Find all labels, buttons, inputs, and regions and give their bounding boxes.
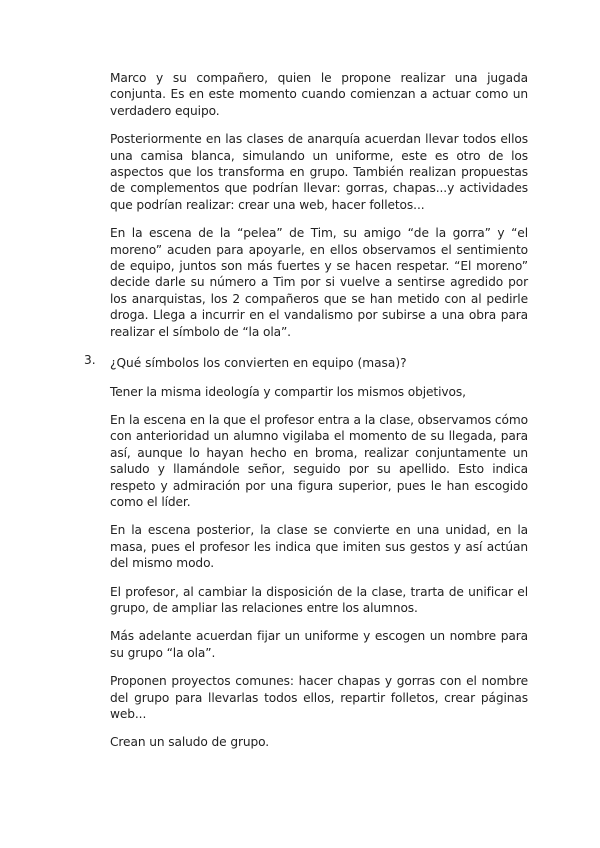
paragraph: Marco y su compañero, quien le propone realizar una jugada conjunta. Es en este momento cuando comienzan a actuar como un verdadero equipo. <box>110 71 528 118</box>
paragraph: Posteriormente en las clases de anarquía acuerdan llevar todos ellos una camisa blanca, simulando un uniforme, este es otro de los aspectos que los transforma en grupo. También realizan propuestas de complementos que podrían llevar: gorras, chapas...y actividades que podrían realizar: crear una web, hacer folletos... <box>110 132 528 212</box>
paragraph: En la escena de la “pelea” de Tim, su amigo “de la gorra” y “el moreno” acuden para apoyarle, en ellos observamos el sentimiento de equipo, juntos son más fuertes y se hacen respetar. “El moreno” decide darle su número a Tim por si vuelve a sentirse agredido por los anarquistas, los 2 compañeros que se han metido con al pedirle droga. Llega a incurrir en el vandalismo por subirse a una obra para realizar el símbolo de “la ola”. <box>110 226 528 339</box>
paragraph: En la escena en la que el profesor entra a la clase, observamos cómo con anterioridad un alumno vigilaba el momento de su llegada, para así, aunque lo hayan hecho en broma, realizar conjuntamente un saludo y llamándole señor, seguido por su apellido. Esto indica respeto y admiración por una figura superior, pues le han escogido como el líder. <box>110 412 528 509</box>
document-body <box>84 70 528 763</box>
paragraph: Proponen proyectos comunes: hacer chapas y gorras con el nombre del grupo para llevarlas todos ellos, repartir folletos, crear páginas web... <box>110 674 528 721</box>
paragraph: En la escena posterior, la clase se convierte en una unidad, en la masa, pues el profesor les indica que imiten sus gestos y así actúan del mismo modo. <box>110 523 528 571</box>
question-number: 3. <box>84 353 96 368</box>
paragraph: Crean un saludo de grupo. <box>110 735 270 750</box>
paragraph: El profesor, al cambiar la disposición de la clase, trarta de unificar el grupo, de ampliar las relaciones entre los alumnos. <box>110 584 528 615</box>
paragraph: Más adelante acuerdan fijar un uniforme y escogen un nombre para su grupo “la ola”. <box>110 629 528 660</box>
paragraph: Tener la misma ideología y compartir los mismos objetivos, <box>110 384 466 399</box>
question-item <box>84 352 528 371</box>
question-text: ¿Qué símbolos los convierten en equipo (masa)? <box>110 356 407 371</box>
